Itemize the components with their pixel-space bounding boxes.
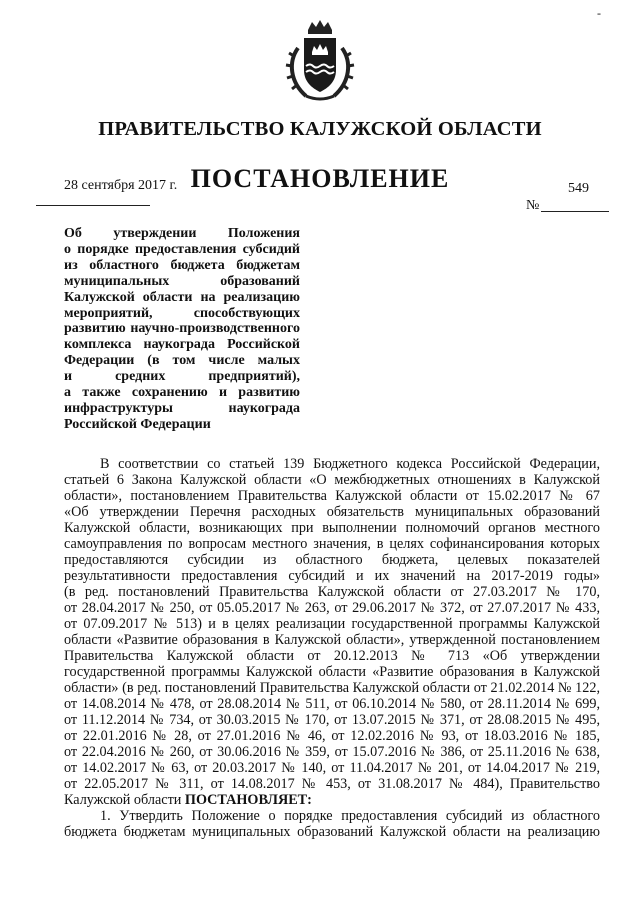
body-line: Калужской области, возникающих при выполнении полномочий органов местного <box>64 520 600 536</box>
number-sign: № <box>526 198 540 213</box>
document-subject <box>64 226 300 433</box>
body-line: государственной программы Калужской области «Развитие образования в Калужской <box>64 664 600 680</box>
government-title: ПРАВИТЕЛЬСТВО КАЛУЖСКОЙ ОБЛАСТИ <box>98 118 542 140</box>
body-line: статьей 6 Закона Калужской области «О межбюджетных отношениях в Калужской <box>64 472 600 488</box>
resolve-line <box>64 792 600 808</box>
body-line: В соответствии со статьей 139 Бюджетного кодекса Российской Федерации, <box>100 456 600 472</box>
subject-line: мероприятий, способствующих <box>64 305 300 321</box>
body-line: Правительства Калужской области от 20.12.2013 № 713 «Об утверждении <box>64 648 600 664</box>
kaluga-coat-of-arms-icon <box>282 18 358 102</box>
item-line: 1. Утвердить Положение о порядке предоставления субсидий из областного <box>100 808 600 824</box>
body-line: самоуправления по вопросам местного значения, в целях софинансирования которых <box>64 536 600 552</box>
body-line: предоставляются субсидии из областного бюджета, целевых показателей <box>64 552 600 568</box>
subject-line: муниципальных образований <box>64 273 300 289</box>
body-line: результативности предоставления субсидий и их значений на 2017-2019 годы» <box>64 568 600 584</box>
resolve-prefix: Калужской области <box>64 792 185 808</box>
body-line: (в ред. постановлений Правительства Калужской области от 27.03.2017 № 170, <box>64 584 600 600</box>
subject-line: из областного бюджета бюджетам <box>64 257 300 273</box>
body-line: от 22.01.2016 № 28, от 27.01.2016 № 46, от 12.02.2016 № 93, от 18.03.2016 № 185, <box>64 728 600 744</box>
resolve-word: ПОСТАНОВЛЯЕТ: <box>184 792 312 808</box>
subject-line: Российской Федерации <box>64 416 211 432</box>
item-line: бюджета бюджетам муниципальных образований Калужской области на реализацию <box>64 824 600 840</box>
number-underline <box>541 211 609 212</box>
subject-line: о порядке предоставления субсидий <box>64 241 300 257</box>
subject-line: Об утверждении Положения <box>64 226 300 241</box>
corner-mark: - <box>597 6 601 20</box>
subject-line: Федерации (в том числе малых <box>64 353 300 369</box>
body-line: от 28.04.2017 № 250, от 05.05.2017 № 263, от 29.06.2017 № 372, от 27.07.2017 № 433, <box>64 600 600 616</box>
subject-line: развитию научно-производственного <box>64 321 300 337</box>
document-body <box>64 456 600 840</box>
body-line: от 14.08.2014 № 478, от 28.08.2014 № 511, от 06.10.2014 № 580, от 28.11.2014 № 699, <box>64 696 600 712</box>
body-line: от 07.09.2017 № 513) и в целях реализации государственной программы Калужской <box>64 616 600 632</box>
document-type: ПОСТАНОВЛЕНИЕ <box>190 164 450 193</box>
body-line: от 22.04.2016 № 260, от 30.06.2016 № 359, от 15.07.2016 № 386, от 25.11.2016 № 638, <box>64 744 600 760</box>
body-line: от 14.02.2017 № 63, от 20.03.2017 № 140, от 11.04.2017 № 201, от 14.04.2017 № 219, <box>64 760 600 776</box>
date-underline <box>36 205 150 206</box>
subject-line: комплекса наукограда Российской <box>64 337 300 353</box>
body-line: от 11.12.2014 № 734, от 30.03.2015 № 170, от 13.07.2015 № 371, от 28.08.2015 № 495, <box>64 712 600 728</box>
body-line: от 22.05.2017 № 311, от 14.08.2017 № 453, от 31.08.2017 № 484), Правительство <box>64 776 600 792</box>
subject-line: инфраструктуры наукограда <box>64 400 300 416</box>
subject-line: Калужской области на реализацию <box>64 289 300 305</box>
body-line: области» (в ред. постановлений Правительства Калужской области от 21.02.2014 № 122, <box>64 680 600 696</box>
subject-line: и средних предприятий), <box>64 369 300 385</box>
body-line: области», постановлением Правительства Калужской области от 15.02.2017 № 67 <box>64 488 600 504</box>
subject-line: а также сохранению и развитию <box>64 385 300 401</box>
document-number: 549 <box>568 181 589 196</box>
body-line: области «Развитие образования в Калужской области», утвержденной постановлением <box>64 632 600 648</box>
body-line: «Об утверждении Перечня расходных обязательств муниципальных образований <box>64 504 600 520</box>
document-date: 28 сентября 2017 г. <box>64 178 178 193</box>
